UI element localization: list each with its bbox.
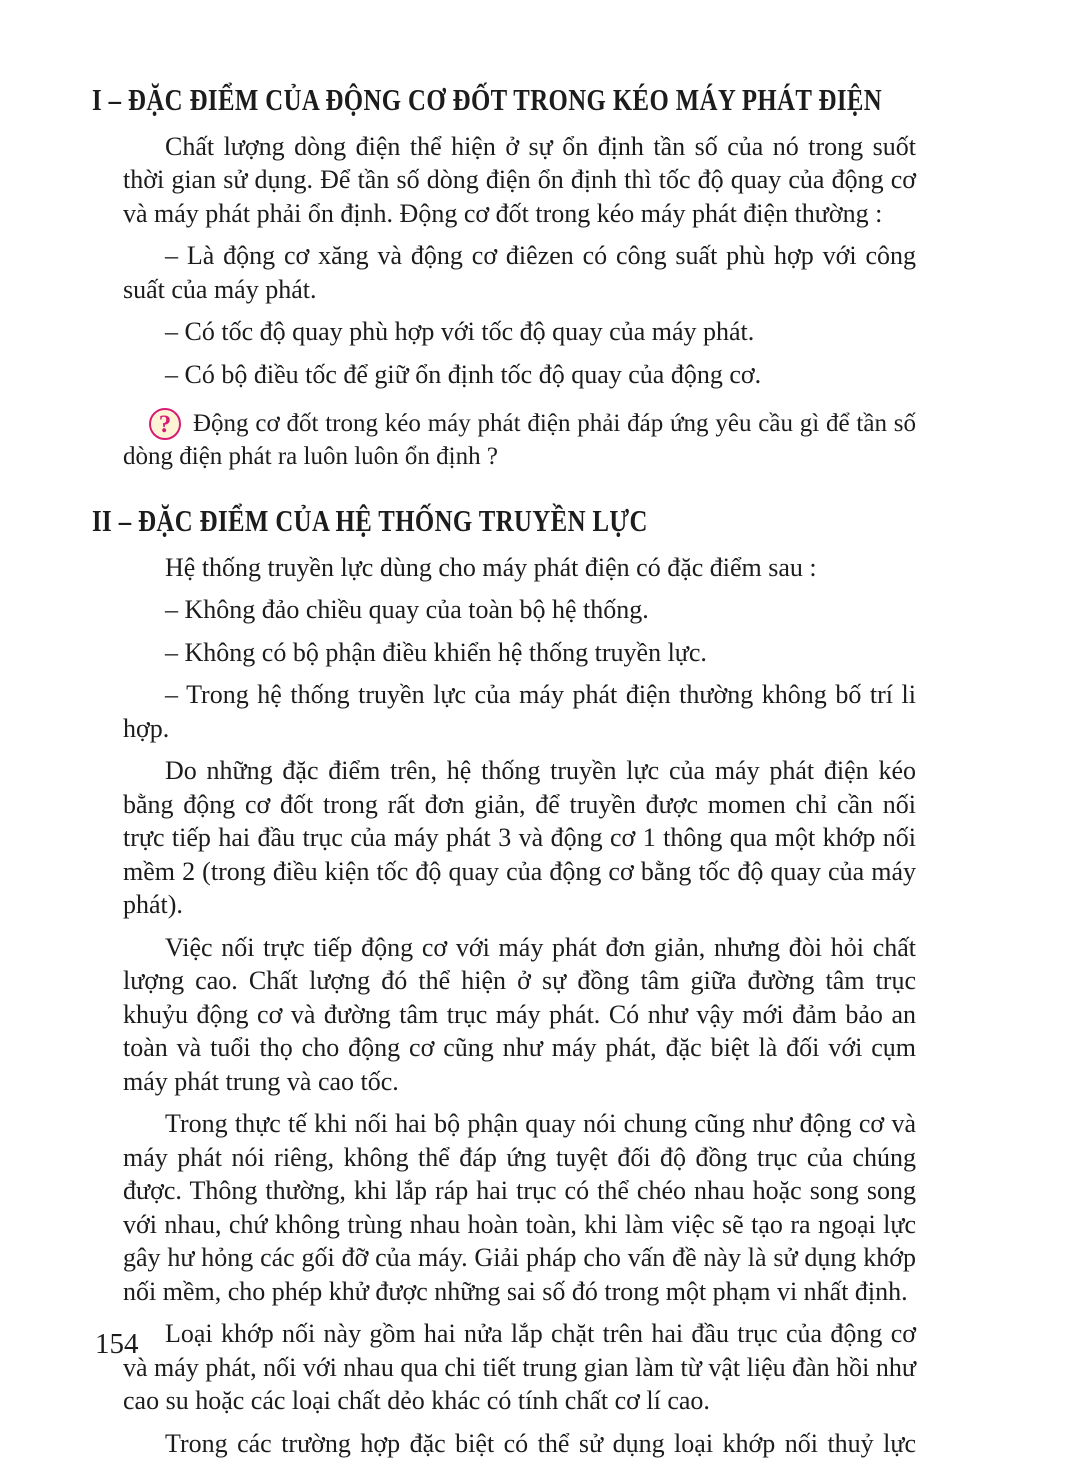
section-1-bullet-1: – Là động cơ xăng và động cơ điêzen có công suất phù hợp với công suất của máy phát.: [123, 241, 916, 304]
section-1-bullet-3: – Có bộ điều tốc để giữ ổn định tốc độ quay của động cơ.: [165, 359, 762, 389]
section-1-heading: [92, 84, 916, 117]
question-mark-icon: ?: [149, 408, 181, 440]
section-2-paragraph-3: Trong thực tế khi nối hai bộ phận quay nói chung cũng như động cơ và máy phát nói riêng, không thể đáp ứng tuyệt đối độ đồng trục của chúng được. Thông thường, khi lắp ráp hai trục có thể chéo nhau hoặc song song với nhau, chứ không trùng nhau hoàn toàn, khi làm việc sẽ tạo ra ngoại lực gây hư hỏng các gối đỡ của máy. Giải pháp cho vấn đề này là sử dụng khớp nối mềm, cho phép khử được những sai số đó trong một phạm vi nhất định.: [123, 1109, 916, 1306]
section-2-intro: Hệ thống truyền lực dùng cho máy phát điện có đặc điểm sau :: [165, 552, 817, 582]
question-text: Động cơ đốt trong kéo máy phát điện phải đáp ứng yêu cầu gì để tần số dòng điện phát ra luôn luôn ổn định ?: [123, 410, 916, 471]
section-2-heading-text: II – ĐẶC ĐIỂM CỦA HỆ THỐNG TRUYỀN LỰC: [92, 503, 648, 539]
section-2-heading: [92, 505, 916, 538]
question-block: [123, 407, 916, 473]
section-2-bullet-2: – Không có bộ phận điều khiển hệ thống truyền lực.: [165, 637, 707, 667]
section-2-bullet-3: – Trong hệ thống truyền lực của máy phát điện thường không bố trí li hợp.: [123, 680, 916, 743]
section-2-paragraph-1: Do những đặc điểm trên, hệ thống truyền lực của máy phát điện kéo bằng động cơ đốt trong rất đơn giản, để truyền được momen chỉ cần nối trực tiếp hai đầu trục của máy phát 3 và động cơ 1 thông qua một khớp nối mềm 2 (trong điều kiện tốc độ quay của động cơ bằng tốc độ quay của máy phát).: [123, 756, 916, 920]
section-2-bullet-1: – Không đảo chiều quay của toàn bộ hệ thống.: [165, 595, 649, 625]
section-1-paragraph-1: Chất lượng dòng điện thể hiện ở sự ổn định tần số của nó trong suốt thời gian sử dụng. Để tần số dòng điện ổn định thì tốc độ quay của động cơ và máy phát phải ổn định. Động cơ đốt trong kéo máy phát điện thường :: [123, 131, 916, 228]
section-1-bullet-2: – Có tốc độ quay phù hợp với tốc độ quay của máy phát.: [165, 317, 755, 347]
section-2-paragraph-2: Việc nối trực tiếp động cơ với máy phát đơn giản, nhưng đòi hỏi chất lượng cao. Chất lượng đó thể hiện ở sự đồng tâm giữa đường tâm trục khuỷu động cơ và đường tâm trục máy phát. Có như vậy mới đảm bảo an toàn và tuổi thọ cho động cơ cũng như máy phát, đặc biệt là đối với cụm máy phát trung và cao tốc.: [123, 932, 916, 1096]
section-1-heading-text: I – ĐẶC ĐIỂM CỦA ĐỘNG CƠ ĐỐT TRONG KÉO MÁY PHÁT ĐIỆN: [92, 82, 883, 117]
page-number: 154: [95, 1328, 139, 1360]
section-2-paragraph-4: Loại khớp nối này gồm hai nửa lắp chặt trên hai đầu trục của động cơ và máy phát, nối với nhau qua chi tiết trung gian làm từ vật liệu đàn hồi như cao su hoặc các loại chất dẻo khác có tính chất cơ lí cao.: [123, 1319, 916, 1416]
section-2-paragraph-5: Trong các trường hợp đặc biệt có thể sử dụng loại khớp nối thuỷ lực: [165, 1428, 916, 1458]
